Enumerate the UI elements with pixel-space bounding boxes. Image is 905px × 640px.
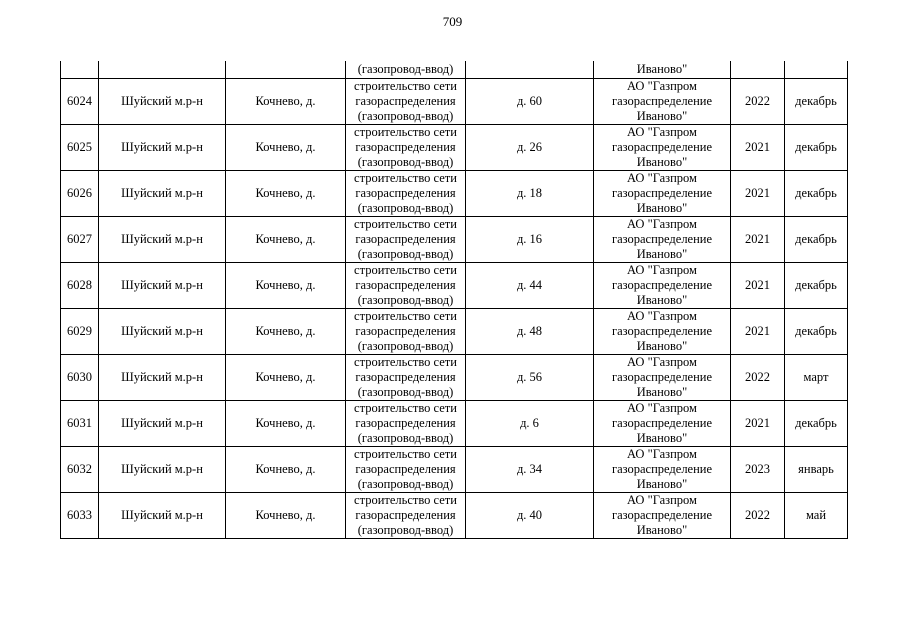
page-number: 709 bbox=[442, 14, 463, 29]
cell-operator bbox=[594, 355, 731, 401]
cell-works-line: газораспределения bbox=[355, 140, 456, 154]
cell-works-line: газораспределения bbox=[355, 416, 456, 430]
cell-year: 2022 bbox=[731, 355, 785, 401]
cell-works-line: (газопровод-ввод) bbox=[357, 523, 454, 537]
table-row bbox=[61, 401, 848, 447]
cell-district: Шуйский м.р-н bbox=[99, 309, 226, 355]
cell-works-line: газораспределения bbox=[355, 370, 456, 384]
cell-operator-line: АО "Газпром bbox=[627, 171, 697, 185]
cell-operator-line: Иваново" bbox=[636, 293, 688, 307]
cell-operator-line: АО "Газпром bbox=[627, 217, 697, 231]
cell-works-line: строительство сети bbox=[354, 79, 457, 93]
table-row bbox=[61, 125, 848, 171]
cell-num: 6033 bbox=[61, 493, 99, 539]
cell-works-line: газораспределения bbox=[355, 232, 456, 246]
cell-works-line: строительство сети bbox=[354, 263, 457, 277]
cell-works-line: строительство сети bbox=[354, 125, 457, 139]
cell-locality: Кочнево, д. bbox=[226, 401, 346, 447]
table-row bbox=[61, 263, 848, 309]
cell-works-line: газораспределения bbox=[355, 94, 456, 108]
cell-year: 2021 bbox=[731, 309, 785, 355]
table-row bbox=[61, 171, 848, 217]
cell-works-line: (газопровод-ввод) bbox=[357, 477, 454, 491]
cell-month: май bbox=[785, 493, 848, 539]
cell-district: Шуйский м.р-н bbox=[99, 171, 226, 217]
cell-operator bbox=[594, 125, 731, 171]
cell-works bbox=[346, 171, 466, 217]
cell-operator: Иваново" bbox=[594, 61, 731, 79]
cell-num: 6031 bbox=[61, 401, 99, 447]
cell-operator bbox=[594, 79, 731, 125]
cell-operator-line: газораспределение bbox=[611, 370, 713, 384]
cell-month: декабрь bbox=[785, 263, 848, 309]
cell-works bbox=[346, 125, 466, 171]
cell-operator-line: АО "Газпром bbox=[627, 355, 697, 369]
cell-num: 6025 bbox=[61, 125, 99, 171]
cell-operator bbox=[594, 493, 731, 539]
cell-works-line: строительство сети bbox=[354, 493, 457, 507]
cell-num: 6030 bbox=[61, 355, 99, 401]
cell-num: 6026 bbox=[61, 171, 99, 217]
cell-house: д. 26 bbox=[466, 125, 594, 171]
cell-works-line: строительство сети bbox=[354, 171, 457, 185]
cell-works bbox=[346, 447, 466, 493]
cell-year: 2021 bbox=[731, 171, 785, 217]
cell-operator-line: АО "Газпром bbox=[627, 309, 697, 323]
cell-operator-line: газораспределение bbox=[611, 140, 713, 154]
cell-month: декабрь bbox=[785, 79, 848, 125]
gasification-table bbox=[60, 61, 848, 539]
cell-locality: Кочнево, д. bbox=[226, 125, 346, 171]
cell-year: 2021 bbox=[731, 401, 785, 447]
cell-operator-line: Иваново" bbox=[636, 155, 688, 169]
table-row bbox=[61, 79, 848, 125]
cell-operator-line: АО "Газпром bbox=[627, 79, 697, 93]
cell-works-line: строительство сети bbox=[354, 355, 457, 369]
cell-operator-line: Иваново" bbox=[636, 247, 688, 261]
cell-operator-line: газораспределение bbox=[611, 508, 713, 522]
cell-works-line: (газопровод-ввод) bbox=[357, 385, 454, 399]
cell-operator-line: газораспределение bbox=[611, 324, 713, 338]
cell-year: 2022 bbox=[731, 493, 785, 539]
cell-works bbox=[346, 217, 466, 263]
cell-works-line: (газопровод-ввод) bbox=[357, 201, 454, 215]
table-row bbox=[61, 493, 848, 539]
cell-month: декабрь bbox=[785, 309, 848, 355]
cell-works bbox=[346, 493, 466, 539]
cell-year: 2021 bbox=[731, 125, 785, 171]
cell-operator-line: газораспределение bbox=[611, 462, 713, 476]
cell-operator-line: газораспределение bbox=[611, 186, 713, 200]
cell-works bbox=[346, 79, 466, 125]
cell-month bbox=[785, 61, 848, 79]
cell-year: 2021 bbox=[731, 263, 785, 309]
cell-operator-line: Иваново" bbox=[636, 201, 688, 215]
cell-works bbox=[346, 263, 466, 309]
cell-year bbox=[731, 61, 785, 79]
cell-locality bbox=[226, 61, 346, 79]
cell-house: д. 34 bbox=[466, 447, 594, 493]
cell-house: д. 44 bbox=[466, 263, 594, 309]
cell-locality: Кочнево, д. bbox=[226, 263, 346, 309]
cell-operator bbox=[594, 447, 731, 493]
cell-operator-line: газораспределение bbox=[611, 278, 713, 292]
cell-year: 2021 bbox=[731, 217, 785, 263]
cell-house: д. 40 bbox=[466, 493, 594, 539]
cell-operator bbox=[594, 309, 731, 355]
table-row bbox=[61, 355, 848, 401]
cell-works bbox=[346, 309, 466, 355]
cell-num: 6032 bbox=[61, 447, 99, 493]
cell-district: Шуйский м.р-н bbox=[99, 217, 226, 263]
table-row bbox=[61, 217, 848, 263]
cell-house: д. 48 bbox=[466, 309, 594, 355]
cell-year: 2022 bbox=[731, 79, 785, 125]
cell-works-line: (газопровод-ввод) bbox=[357, 431, 454, 445]
cell-works-line: (газопровод-ввод) bbox=[357, 109, 454, 123]
cell-house: д. 16 bbox=[466, 217, 594, 263]
cell-works-line: газораспределения bbox=[355, 278, 456, 292]
cell-works bbox=[346, 401, 466, 447]
cell-num: 6027 bbox=[61, 217, 99, 263]
cell-year: 2023 bbox=[731, 447, 785, 493]
cell-operator bbox=[594, 171, 731, 217]
cell-works: (газопровод-ввод) bbox=[346, 61, 466, 79]
cell-operator-line: АО "Газпром bbox=[627, 493, 697, 507]
cell-operator bbox=[594, 263, 731, 309]
cell-locality: Кочнево, д. bbox=[226, 355, 346, 401]
cell-locality: Кочнево, д. bbox=[226, 171, 346, 217]
cell-works-line: строительство сети bbox=[354, 447, 457, 461]
cell-operator-line: газораспределение bbox=[611, 416, 713, 430]
cell-works-line: строительство сети bbox=[354, 217, 457, 231]
cell-district: Шуйский м.р-н bbox=[99, 79, 226, 125]
cell-house: д. 18 bbox=[466, 171, 594, 217]
cell-district: Шуйский м.р-н bbox=[99, 125, 226, 171]
cell-locality: Кочнево, д. bbox=[226, 447, 346, 493]
cell-works-line: строительство сети bbox=[354, 401, 457, 415]
cell-month: декабрь bbox=[785, 171, 848, 217]
cell-house bbox=[466, 61, 594, 79]
cell-locality: Кочнево, д. bbox=[226, 79, 346, 125]
cell-locality: Кочнево, д. bbox=[226, 493, 346, 539]
cell-operator-line: газораспределение bbox=[611, 94, 713, 108]
cell-operator bbox=[594, 401, 731, 447]
cell-district: Шуйский м.р-н bbox=[99, 447, 226, 493]
cell-works bbox=[346, 355, 466, 401]
cell-works-line: (газопровод-ввод) bbox=[357, 155, 454, 169]
cell-operator-line: Иваново" bbox=[636, 523, 688, 537]
cell-num: 6024 bbox=[61, 79, 99, 125]
cell-month: декабрь bbox=[785, 217, 848, 263]
cell-operator bbox=[594, 217, 731, 263]
cell-house: д. 6 bbox=[466, 401, 594, 447]
cell-month: декабрь bbox=[785, 125, 848, 171]
cell-works-line: газораспределения bbox=[355, 324, 456, 338]
cell-operator-line: Иваново" bbox=[636, 431, 688, 445]
cell-district: Шуйский м.р-н bbox=[99, 263, 226, 309]
table-row bbox=[61, 309, 848, 355]
cell-num: 6028 bbox=[61, 263, 99, 309]
cell-works-line: газораспределения bbox=[355, 508, 456, 522]
table-row bbox=[61, 447, 848, 493]
cell-num: 6029 bbox=[61, 309, 99, 355]
cell-works-line: (газопровод-ввод) bbox=[357, 293, 454, 307]
cell-month: декабрь bbox=[785, 401, 848, 447]
cell-district: Шуйский м.р-н bbox=[99, 401, 226, 447]
cell-operator-line: газораспределение bbox=[611, 232, 713, 246]
table-row-continued bbox=[61, 61, 848, 79]
cell-operator-line: Иваново" bbox=[636, 339, 688, 353]
cell-month: март bbox=[785, 355, 848, 401]
cell-works-line: строительство сети bbox=[354, 309, 457, 323]
cell-month: январь bbox=[785, 447, 848, 493]
cell-operator-line: АО "Газпром bbox=[627, 263, 697, 277]
cell-operator-line: АО "Газпром bbox=[627, 401, 697, 415]
cell-works-line: газораспределения bbox=[355, 186, 456, 200]
cell-house: д. 56 bbox=[466, 355, 594, 401]
cell-operator-line: АО "Газпром bbox=[627, 125, 697, 139]
cell-operator-line: Иваново" bbox=[636, 385, 688, 399]
cell-locality: Кочнево, д. bbox=[226, 309, 346, 355]
cell-district: Шуйский м.р-н bbox=[99, 355, 226, 401]
cell-works-line: газораспределения bbox=[355, 462, 456, 476]
cell-district: Шуйский м.р-н bbox=[99, 493, 226, 539]
cell-operator-line: АО "Газпром bbox=[627, 447, 697, 461]
cell-num bbox=[61, 61, 99, 79]
cell-district bbox=[99, 61, 226, 79]
cell-operator-line: Иваново" bbox=[636, 109, 688, 123]
cell-works-line: (газопровод-ввод) bbox=[357, 339, 454, 353]
cell-locality: Кочнево, д. bbox=[226, 217, 346, 263]
cell-operator-line: Иваново" bbox=[636, 477, 688, 491]
cell-works-line: (газопровод-ввод) bbox=[357, 247, 454, 261]
cell-house: д. 60 bbox=[466, 79, 594, 125]
table-body bbox=[61, 61, 848, 539]
